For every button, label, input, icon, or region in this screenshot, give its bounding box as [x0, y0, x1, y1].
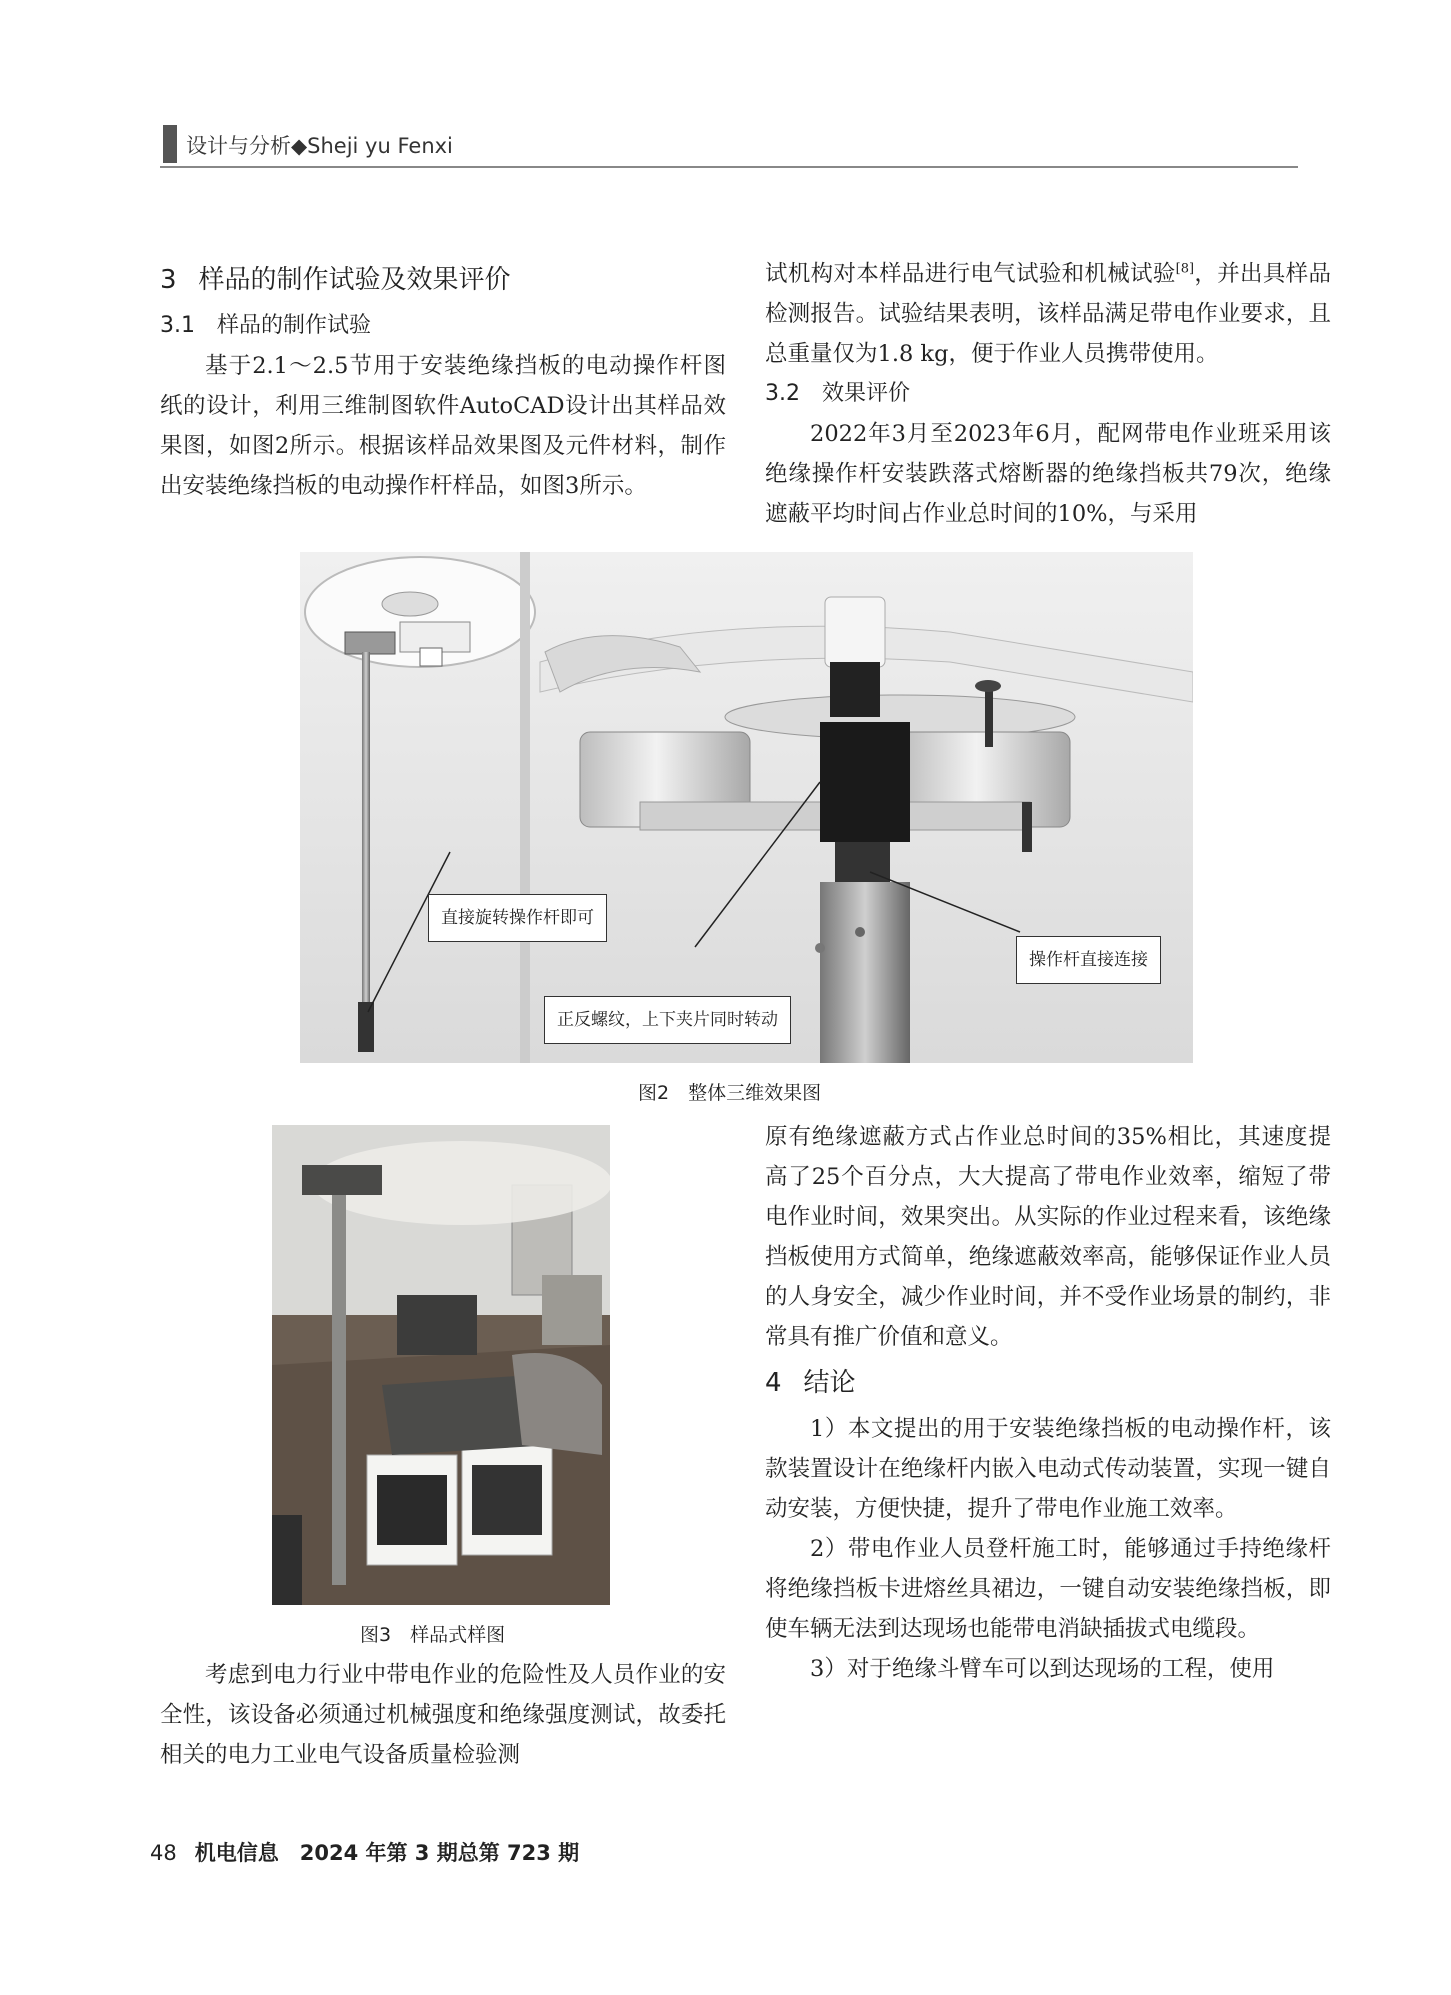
page-footer [150, 1837, 579, 1867]
header-rule [160, 166, 1298, 168]
section-heading-3: 3 样品的制作试验及效果评价 [160, 265, 511, 295]
section-header: 设计与分析◆Sheji yu Fenxi [186, 134, 453, 158]
right-column-top [765, 254, 1331, 534]
header-bar [163, 125, 177, 163]
figure-2-illustration [300, 552, 1193, 1063]
left-column-bottom [160, 1655, 726, 1775]
figure-3-illustration [272, 1125, 610, 1605]
figure-2-caption: 图2 整体三维效果图 [638, 1082, 822, 1104]
paragraph: 原有绝缘遮蔽方式占作业总时间的35%相比，其速度提高了25个百分点，大大提高了带电作业效率，缩短了带电作业时间，效果突出。从实际的作业过程来看，该绝缘挡板使用方式简单，绝缘遮蔽效率高，能够保证作业人员的人身安全，减少作业时间，并不受作业场景的制约，非常具有推广价值和意义。 [765, 1124, 1331, 1350]
journal-info: 机电信息 2024 年第 3 期总第 723 期 [194, 1841, 580, 1865]
right-column-bottom [765, 1117, 1331, 1689]
figure-3-caption: 图3 样品式样图 [360, 1624, 506, 1646]
paragraph: 试机构对本样品进行电气试验和机械试验[8]，并出具样品检测报告。试验结果表明，该样品满足带电作业要求，且总重量仅为1.8 kg，便于作业人员携带使用。 [765, 261, 1331, 367]
callout-thread: 正反螺纹，上下夹片同时转动 [544, 996, 791, 1044]
paragraph: 考虑到电力行业中带电作业的危险性及人员作业的安全性，该设备必须通过机械强度和绝缘强度测试，故委托相关的电力工业电气设备质量检验测 [160, 1662, 726, 1768]
callout-direct-connect: 操作杆直接连接 [1016, 936, 1161, 984]
figure-3-photo [272, 1125, 610, 1605]
conclusion-item-2: 2）带电作业人员登杆施工时，能够通过手持绝缘杆将绝缘挡板卡进熔丝具裙边，一键自动安装绝缘挡板，即使车辆无法到达现场也能带电消缺插拔式电缆段。 [765, 1536, 1331, 1642]
conclusion-item-3: 3）对于绝缘斗臂车可以到达现场的工程，使用 [810, 1656, 1275, 1682]
callout-rotate-rod: 直接旋转操作杆即可 [428, 894, 607, 942]
page-number: 48 [150, 1841, 177, 1865]
citation-ref: [8] [1175, 261, 1195, 277]
paragraph: 2022年3月至2023年6月，配网带电作业班采用该绝缘操作杆安装跌落式熔断器的绝缘挡板共79次，绝缘遮蔽平均时间占作业总时间的10%，与采用 [765, 421, 1331, 527]
left-column-top [160, 254, 726, 506]
conclusion-item-1: 1）本文提出的用于安装绝缘挡板的电动操作杆，该款装置设计在绝缘杆内嵌入电动式传动装置，实现一键自动安装，方便快捷，提升了带电作业施工效率。 [765, 1416, 1331, 1522]
subsection-heading-3-1: 3.1 样品的制作试验 [160, 313, 372, 338]
paragraph: 基于2.1～2.5节用于安装绝缘挡板的电动操作杆图纸的设计，利用三维制图软件AutoCAD设计出其样品效果图，如图2所示。根据该样品效果图及元件材料，制作出安装绝缘挡板的电动操作杆样品，如图3所示。 [160, 353, 726, 499]
figure-2-render [300, 552, 1193, 1063]
section-heading-4: 4 结论 [765, 1368, 856, 1398]
subsection-heading-3-2: 3.2 效果评价 [765, 381, 911, 406]
